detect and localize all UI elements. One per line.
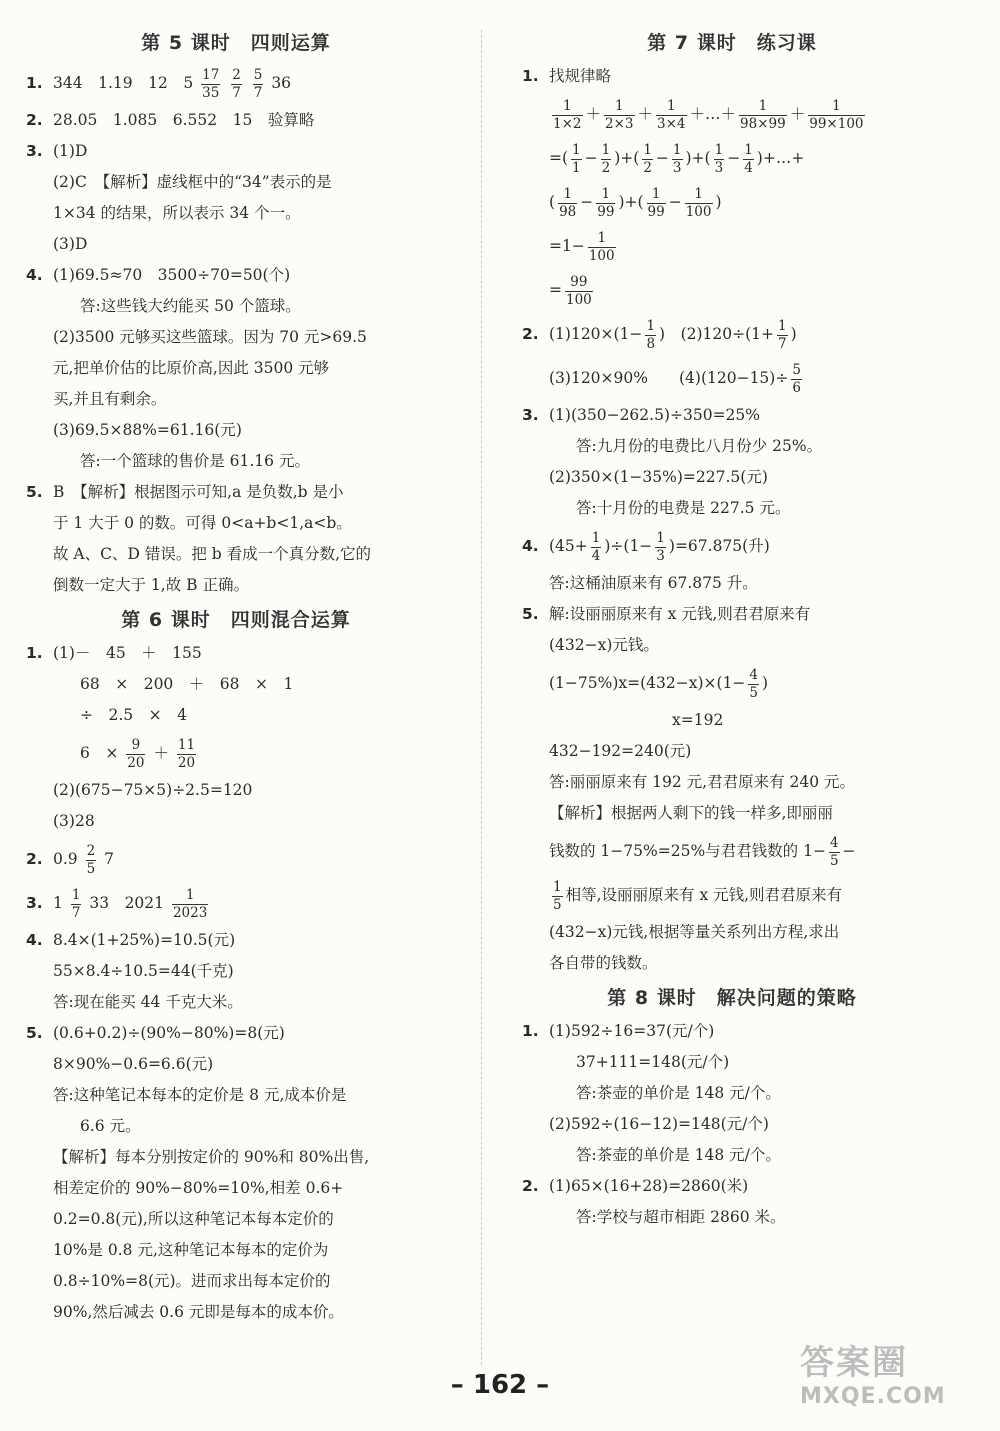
answer-4: 4. 8.4×(1+25%)=10.5(元) — [26, 931, 236, 949]
answer-5-explanation: $\frac{1}{5}$ 相等,设丽丽原来有 x 元钱,则君君原来有 — [553, 878, 843, 913]
answer-5-cont: 8×90%−0.6=6.6(元) — [53, 1055, 214, 1073]
right-column — [522, 24, 942, 1233]
answer-5-explanation: 【解析】每本分别按定价的 90%和 80%出售, — [53, 1148, 370, 1166]
fraction: $\frac{2}{5}$ — [86, 842, 96, 877]
answer-5-explanation: 0.2=0.8(元),所以这种笔记本每本定价的 — [53, 1210, 334, 1228]
fraction: $\frac{4}{5}$ — [749, 666, 759, 701]
answer-1: 1. 找规律略 — [522, 67, 612, 85]
answer-4: 4. (1)69.5≈70 3500÷70=50(个) — [26, 266, 291, 284]
fraction: $\frac{11}{20}$ — [177, 736, 196, 771]
answer-1-part-2: (2)(675−75×5)÷2.5=120 — [53, 781, 253, 799]
answer-1: 1. (1)592÷16=37(元/个) — [522, 1022, 715, 1040]
fraction: $\frac{5}{7}$ — [253, 66, 263, 101]
answer-1-row: 6 × $\frac{9}{20}$ ＋ $\frac{11}{20}$ — [80, 736, 196, 771]
section-title-lesson-5: 第 5 课时 四则运算 — [141, 32, 331, 54]
page-number: – 162 – — [450, 1370, 550, 1400]
answer-4-part-3: (3)69.5×88%=61.16(元) — [53, 421, 242, 439]
answer-2: 2. (1)65×(16+28)=2860(米) — [522, 1177, 749, 1195]
answer-5-explanation: 【解析】根据两人剩下的钱一样多,即丽丽 — [549, 804, 833, 822]
answer-2: 2. 28.05 1.085 6.552 15 验算略 — [26, 111, 315, 129]
answer-5-cont: (432−x)元钱。 — [549, 636, 659, 654]
answer-5-cont: 倒数一定大于 1,故 B 正确。 — [53, 576, 249, 594]
answer-2: 2. (1)120×(1− $\frac{1}{8}$ ) (2)120÷(1+ $\frac{1}{7}$ ) — [522, 317, 797, 352]
answer-5-explanation: 10%是 0.8 元,这种笔记本每本的定价为 — [53, 1241, 329, 1259]
answer-1-reply: 答:茶壶的单价是 148 元/个。 — [576, 1084, 781, 1102]
fraction: $\frac{1}{4}$ — [591, 529, 601, 564]
answer-4-part-2-cont: 买,并且有剩余。 — [53, 390, 167, 408]
answer-5-explanation: 90%,然后减去 0.6 元即是每本的成本价。 — [53, 1303, 344, 1321]
section-title-lesson-7: 第 7 课时 练习课 — [647, 32, 817, 54]
answer-1-series: $\frac{1}{1\times 2}$ ＋ $\frac{1}{2\times 3}$ ＋ $\frac{1}{3\times 4}$ ＋…＋ $\frac{1}{98\times 99}$ ＋ $\frac{1}{99\times 100}$ — [553, 97, 864, 132]
answer-5-reply: 答:这种笔记本每本的定价是 8 元,成本价是 — [53, 1086, 347, 1104]
answer-4-part-2-cont: 元,把单价估的比原价高,因此 3500 元够 — [53, 359, 330, 377]
answer-5-cont: 故 A、C、D 错误。把 b 看成一个真分数,它的 — [53, 545, 372, 563]
answer-5-equation: (1−75%)x=(432−x)×(1− $\frac{4}{5}$ ) — [549, 666, 769, 701]
fraction: $\frac{1}{1\times 2}$ — [553, 97, 582, 132]
answer-5-cont: 于 1 大于 0 的数。可得 0<a+b<1,a<b。 — [53, 514, 352, 532]
answer-5-cont: 432−192=240(元) — [549, 742, 692, 760]
answer-1-row: ÷ 2.5 × 4 — [80, 706, 187, 724]
answer-3-part-2: (2)350×(1−35%)=227.5(元) — [549, 468, 768, 486]
answer-1-series: =1− $\frac{1}{100}$ — [549, 229, 615, 264]
fraction: $\frac{1}{4}$ — [744, 141, 753, 176]
answer-3-part-2-cont: 1×34 的结果，所以表示 34 个一。 — [53, 204, 301, 222]
fraction: $\frac{4}{5}$ — [829, 834, 839, 869]
answer-4-reply: 答:这桶油原来有 67.875 升。 — [549, 574, 758, 592]
answer-3: 3. (1)D — [26, 142, 88, 160]
fraction: $\frac{1}{3}$ — [672, 141, 682, 176]
column-divider — [481, 30, 482, 1365]
answer-5-explanation: 钱数的 1−75%=25%与君君钱数的 1− $\frac{4}{5}$ − — [549, 834, 856, 869]
answer-4-cont: 55×8.4÷10.5=44(千克) — [53, 962, 234, 980]
fraction: $\frac{1}{2}$ — [601, 141, 611, 176]
answer-5: 5. 解:设丽丽原来有 x 元钱,则君君原来有 — [522, 605, 811, 623]
fraction: $\frac{1}{99}$ — [647, 185, 665, 220]
answer-5: 5. (0.6+0.2)÷(90%−80%)=8(元) — [26, 1024, 285, 1042]
fraction: $\frac{1}{2023}$ — [172, 886, 208, 921]
answer-1: 1. (1)－ 45 ＋ 155 — [26, 644, 202, 662]
answer-4-reply: 答:现在能买 44 千克大米。 — [53, 993, 243, 1011]
answer-1-cont: 37+111=148(元/个) — [576, 1053, 730, 1071]
fraction: $\frac{1}{1}$ — [572, 141, 581, 176]
fraction: $\frac{1}{8}$ — [646, 317, 656, 352]
fraction: $\frac{1}{98\times 99}$ — [740, 97, 786, 132]
fraction: $\frac{1}{99\times 100}$ — [809, 97, 864, 132]
answer-3-part-2: (2)C 【解析】虚线框中的“34”表示的是 — [53, 173, 332, 191]
fraction: $\frac{1}{3}$ — [714, 141, 724, 176]
fraction: $\frac{1}{100}$ — [685, 185, 712, 220]
section-title-lesson-6: 第 6 课时 四则混合运算 — [121, 609, 351, 631]
fraction: $\frac{1}{7}$ — [71, 886, 81, 921]
watermark-logo: 答案圈 MXQE.COM — [800, 1343, 946, 1409]
fraction: $\frac{1}{99}$ — [597, 185, 615, 220]
answer-2: 2. 0.9 $\frac{2}{5}$ 7 — [26, 842, 114, 877]
answer-4-part-2: (2)3500 元够买这些篮球。因为 70 元>69.5 — [53, 328, 367, 346]
fraction: $\frac{5}{6}$ — [792, 361, 801, 396]
answer-5-explanation: 相差定价的 90%−80%=10%,相差 0.6+ — [53, 1179, 344, 1197]
answer-1-row: 68 × 200 ＋ 68 × 1 — [80, 675, 294, 693]
answer-3-reply: 答:九月份的电费比八月份少 25%。 — [576, 437, 823, 455]
answer-3: 3. 1 $\frac{1}{7}$ 33 2021 $\frac{1}{2023}$ — [26, 886, 208, 921]
answer-2-parts: (3)120×90% (4)(120−15)÷ $\frac{5}{6}$ — [549, 361, 801, 396]
left-column — [26, 24, 446, 1328]
answer-1-reply: 答:茶壶的单价是 148 元/个。 — [576, 1146, 781, 1164]
answer-3-reply: 答:十月份的电费是 227.5 元。 — [576, 499, 791, 517]
answer-1-series: ( $\frac{1}{98}$ − $\frac{1}{99}$ )+( $\frac{1}{99}$ − $\frac{1}{100}$ ) — [549, 185, 722, 220]
fraction: $\frac{1}{98}$ — [559, 185, 577, 220]
fraction: $\frac{99}{100}$ — [566, 273, 592, 308]
answer-4-reply-1: 答:这些钱大约能买 50 个篮球。 — [80, 297, 301, 315]
fraction: $\frac{17}{35}$ — [202, 66, 220, 101]
answer-4: 4. (45+ $\frac{1}{4}$ )÷(1− $\frac{1}{3}$ )=67.875(升) — [522, 529, 770, 564]
fraction: $\frac{1}{2}$ — [643, 141, 652, 176]
answer-3: 3. (1)(350−262.5)÷350=25% — [522, 406, 761, 424]
answer-1-part-3: (3)28 — [53, 812, 95, 830]
answer-5: 5. B 【解析】根据图示可知,a 是负数,b 是小 — [26, 483, 344, 501]
answer-4-reply-3: 答:一个篮球的售价是 61.16 元。 — [80, 452, 310, 470]
answer-1-series: =( $\frac{1}{1}$ − $\frac{1}{2}$ )+( $\frac{1}{2}$ − $\frac{1}{3}$ )+( $\frac{1}{3}$ − $\frac{1}{4}$ )+…+ — [549, 141, 805, 176]
answer-1-part-2: (2)592÷(16−12)=148(元/个) — [549, 1115, 769, 1133]
answer-5-explanation: 0.8÷10%=8(元)。进而求出每本定价的 — [53, 1272, 331, 1290]
fraction: $\frac{1}{5}$ — [553, 878, 562, 913]
answer-2-reply: 答:学校与超市相距 2860 米。 — [576, 1208, 786, 1226]
answer-5-reply: 答:丽丽原来有 192 元,君君原来有 240 元。 — [549, 773, 856, 791]
fraction: $\frac{9}{20}$ — [127, 736, 145, 771]
fraction: $\frac{1}{7}$ — [778, 317, 787, 352]
answer-5-explanation: (432−x)元钱,根据等量关系列出方程,求出 — [549, 923, 840, 941]
section-title-lesson-8: 第 8 课时 解决问题的策略 — [607, 987, 857, 1009]
answer-3-part-3: (3)D — [53, 235, 88, 253]
fraction: $\frac{1}{2\times 3}$ — [605, 97, 634, 132]
answer-5-reply-cont: 6.6 元。 — [80, 1117, 141, 1135]
answer-5-solution: x=192 — [672, 711, 724, 729]
fraction: $\frac{1}{3}$ — [656, 529, 665, 564]
fraction: $\frac{2}{7}$ — [232, 66, 241, 101]
answer-5-explanation: 各自带的钱数。 — [549, 954, 658, 972]
answer-1: 1. 344 1.19 12 5 $\frac{17}{35}$ $\frac{2}{7}$ $\frac{5}{7}$ 36 — [26, 66, 292, 101]
fraction: $\frac{1}{100}$ — [588, 229, 615, 264]
answer-1-result: = $\frac{99}{100}$ — [549, 273, 592, 308]
fraction: $\frac{1}{3\times 4}$ — [657, 97, 686, 132]
